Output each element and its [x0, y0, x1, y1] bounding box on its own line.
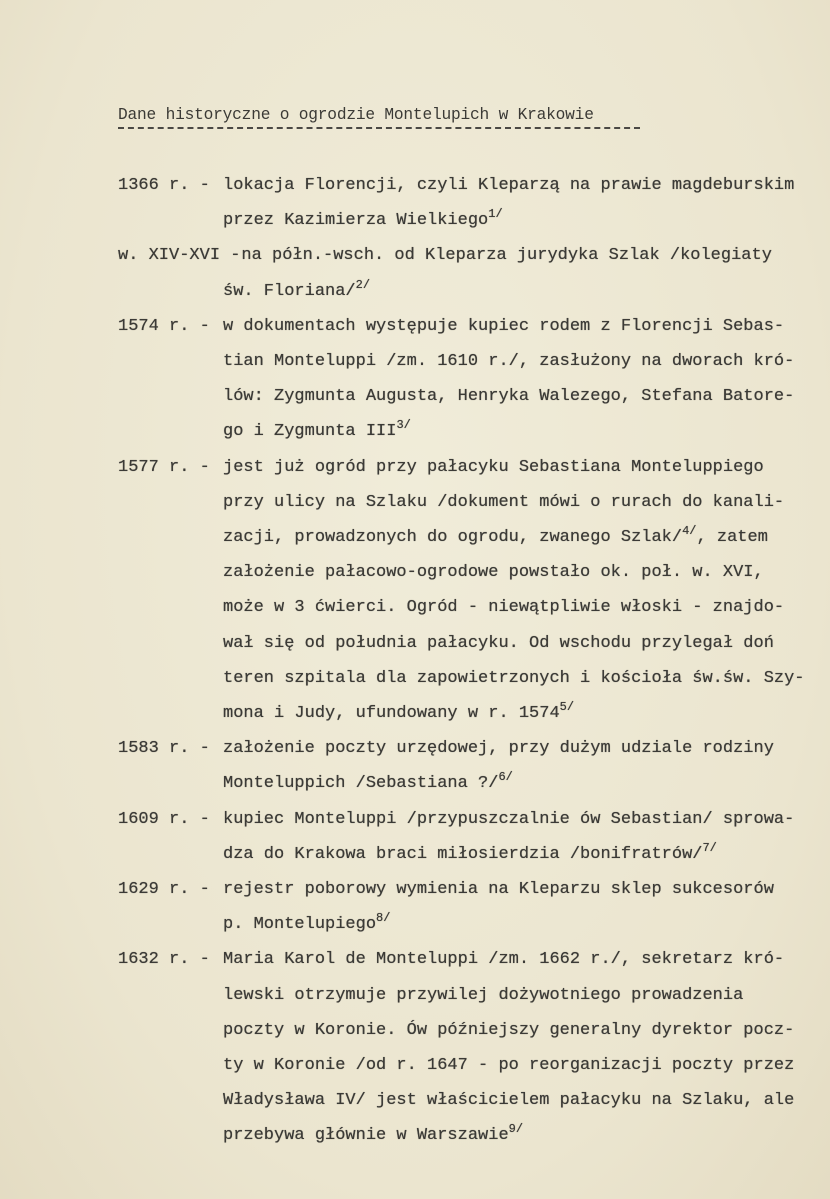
line-text: lokacja Florencji, czyli Kleparzą na prawie magdeburskim [223, 176, 795, 195]
entry-text-line [223, 387, 794, 407]
footnote-reference: 8/ [376, 911, 391, 926]
footnote-reference: 2/ [355, 277, 371, 292]
document-title: Dane historyczne o ogrodzie Montelupich w Krakowie [118, 106, 594, 124]
line-text: ty w Koronie /od r. 1647 - po reorganizacji poczty przez [223, 1056, 795, 1075]
line-text: św. Floriana/ [223, 281, 356, 301]
entry-text-line [223, 1091, 794, 1111]
line-text: w dokumentach występuje kupiec rodem z Florencji Sebas- [223, 316, 785, 336]
entry-date-label: w. XIV-XVI - [118, 246, 241, 266]
entry-date-label: 1609 r. - [118, 809, 210, 829]
footnote-reference: 5/ [559, 700, 575, 714]
entry-text-line [223, 418, 411, 442]
entry-date-label: 1574 r. - [118, 316, 210, 336]
entry-text-line [223, 352, 794, 372]
line-text: przebywa głównie w Warszawie [223, 1126, 509, 1146]
entry-text-line [223, 739, 774, 759]
footnote-reference: 3/ [396, 418, 411, 433]
line-text: teren szpitala dla zapowietrzonych i kościoła św.św. Szy- [223, 668, 805, 688]
line-text: poczty w Koronie. Ów późniejszy generalny dyrektor pocz- [223, 1020, 795, 1040]
footnote-reference: 1/ [488, 207, 503, 222]
line-text: kupiec Monteluppi /przypuszczalnie ów Sebastian/ sprowa- [223, 809, 795, 829]
line-text: zacji, prowadzonych do ogrodu, zwanego Szlak/ [223, 528, 683, 547]
line-text: p. Montelupiego [223, 915, 377, 935]
line-text: Władysława IV/ jest właścicielem pałacyku na Szlaku, ale [223, 1091, 795, 1111]
line-text: mona i Judy, ufundowany w r. 1574 [223, 704, 560, 723]
entry-text-line [223, 770, 513, 794]
entry-text-line [223, 207, 503, 231]
line-text: na półn.-wsch. od Kleparza jurydyka Szlak /kolegiaty [221, 246, 772, 266]
entry-text-line [223, 524, 768, 548]
entry-text-line [223, 1056, 794, 1076]
title-underline [118, 127, 640, 129]
line-text: lewski otrzymuje przywilej dożywotniego prowadzenia [223, 985, 744, 1005]
line-text: lów: Zygmunta Augusta, Henryka Walezego, Stefana Batore- [223, 387, 795, 407]
entry-text-line [223, 950, 784, 970]
line-text: rejestr poborowy wymienia na Kleparzu sklep sukcesorów [223, 880, 774, 899]
line-text: założenie poczty urzędowej, przy dużym udziale rodziny [223, 739, 774, 759]
entry-date-label: 1629 r. - [118, 880, 210, 899]
entry-text-line [223, 1021, 794, 1041]
entry-date-label: 1366 r. - [118, 176, 210, 195]
line-text: dza do Krakowa braci miłosierdzia /bonifratrów/ [223, 844, 703, 864]
entry-text-line [223, 810, 794, 830]
entry-text-line [223, 458, 764, 478]
entry-text-line [223, 700, 575, 724]
entry-text-line [223, 911, 391, 935]
line-text: tian Monteluppi /zm. 1610 r./, zasłużony na dworach kró- [223, 352, 795, 371]
footnote-reference: 6/ [498, 770, 513, 785]
entry-date-label: 1632 r. - [118, 950, 210, 970]
entry-text-line [223, 277, 371, 302]
entry-text-line [223, 176, 794, 196]
line-text: go i Zygmunta III [223, 422, 397, 442]
entry-date-label: 1577 r. - [118, 457, 210, 477]
line-text: przez Kazimierza Wielkiego [223, 211, 489, 231]
entry-text-line [223, 880, 774, 900]
entry-text-line [221, 246, 772, 266]
entry-text-line [223, 840, 717, 865]
entry-text-line [223, 634, 774, 654]
line-text: założenie pałacowo-ogrodowe powstało ok. poł. w. XVI, [223, 563, 764, 583]
entry-date-label: 1583 r. - [118, 739, 210, 759]
entry-text-line [223, 669, 805, 689]
line-text: jest już ogród przy pałacyku Sebastiana Monteluppiego [223, 457, 764, 477]
footnote-reference: 7/ [702, 840, 717, 855]
footnote-reference: 4/ [682, 524, 697, 538]
line-text-continued: , zatem [696, 528, 768, 547]
entry-text-line [223, 563, 764, 583]
entry-text-line [223, 1122, 524, 1146]
line-text: wał się od południa pałacyku. Od wschodu przylegał doń [223, 633, 774, 653]
entry-text-line [223, 598, 784, 618]
entry-text-line [223, 493, 784, 513]
line-text: może w 3 ćwierci. Ogród - niewątpliwie włoski - znajdo- [223, 598, 785, 618]
line-text: Maria Karol de Monteluppi /zm. 1662 r./, sekretarz kró- [223, 950, 785, 970]
entry-text-line [223, 986, 743, 1006]
footnote-reference: 9/ [508, 1122, 524, 1137]
line-text: Monteluppich /Sebastiana ?/ [223, 774, 499, 794]
entry-text-line [223, 317, 784, 337]
line-text: przy ulicy na Szlaku /dokument mówi o rurach do kanali- [223, 492, 785, 512]
